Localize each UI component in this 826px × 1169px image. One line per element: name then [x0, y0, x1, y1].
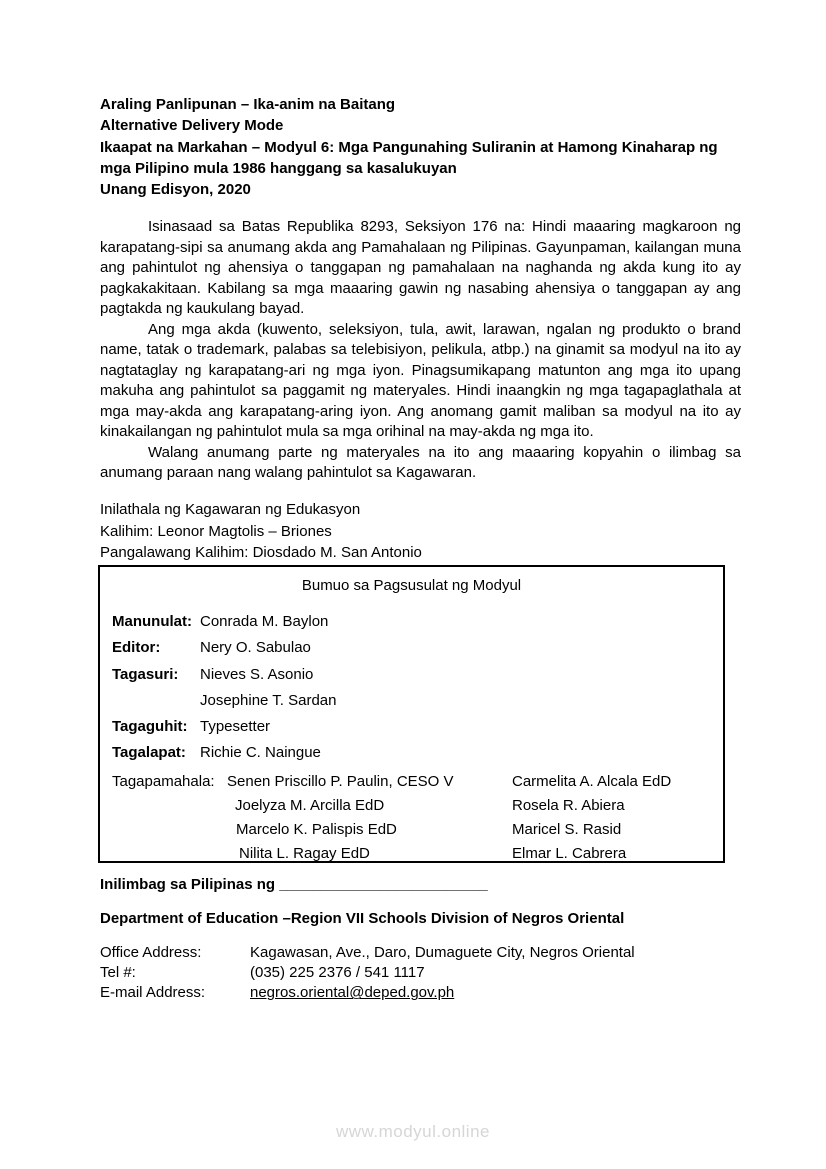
team-row-reviewer-1 — [112, 662, 711, 688]
contact-value: (035) 225 2376 / 541 1117 — [250, 964, 425, 982]
management-team-row — [112, 770, 711, 866]
secretary-line: Kalihim: Leonor Magtolis – Briones — [100, 522, 332, 540]
team-row-label — [112, 688, 200, 714]
management-name: Joelyza M. Arcilla EdD — [235, 796, 385, 814]
contact-label: E-mail Address: — [100, 984, 206, 1002]
module-edition-line: Unang Edisyon, 2020 — [100, 181, 251, 199]
email-address-link[interactable]: negros.oriental@deped.gov.ph — [250, 984, 455, 1002]
development-team-box — [98, 565, 725, 863]
team-row-value: Typesetter — [200, 718, 271, 736]
publisher-block — [100, 499, 741, 564]
team-row-value: Richie C. Naingue — [200, 744, 321, 762]
printing-label: Inilimbag sa Pilipinas ng — [100, 876, 280, 893]
management-column-2 — [512, 770, 711, 866]
team-row-label: Editor: — [112, 639, 161, 657]
management-name: Nilita L. Ragay EdD — [239, 844, 370, 862]
printing-blank-line: _________________________ — [279, 876, 488, 893]
contact-block — [100, 943, 741, 1004]
contact-row-email — [100, 983, 741, 1003]
copyright-paragraph-1: Isinasaad sa Batas Republika 8293, Seksiyon 176 na: Hindi maaaring magkaroon ng karapatang-sipi sa anumang akda ang Pamahalaan ng Pilipinas. Gayunpaman, kailangan muna ang pahintulot ng ahensiya o tanggapan ng pamahalaan na naghanda ng akda kung ito ay pagkakakitaan. Kabilang sa mga maaaring gawin ng nasabing ahensiya o tanggapan ay ang pagtakda ng kaukulang bayad. — [100, 218, 741, 317]
team-row-editor — [112, 635, 711, 661]
management-name: Rosela R. Abiera — [512, 796, 625, 814]
team-row-value: Josephine T. Sardan — [200, 691, 337, 709]
team-row-layout-artist — [112, 740, 711, 766]
team-row-label: Tagaguhit: — [112, 718, 188, 736]
team-row-value: Nieves S. Asonio — [200, 665, 314, 683]
management-name: Maricel S. Rasid — [512, 820, 622, 838]
team-row-label: Tagasuri: — [112, 665, 179, 683]
team-row-reviewer-2 — [112, 688, 711, 714]
management-label: Tagapamahala: — [112, 772, 215, 790]
management-name: Marcelo K. Palispis EdD — [236, 820, 397, 838]
module-mode-line: Alternative Delivery Mode — [100, 117, 284, 135]
division-name: Department of Education –Region VII Schools Division of Negros Oriental — [100, 910, 625, 927]
undersecretary-line: Pangalawang Kalihim: Diosdado M. San Antonio — [100, 544, 422, 562]
team-row-value: Nery O. Sabulao — [200, 639, 311, 657]
team-box-title: Bumuo sa Pagsusulat ng Modyul — [301, 577, 522, 594]
site-watermark: www.modyul.online — [335, 1122, 490, 1141]
copyright-notice — [100, 217, 741, 484]
contact-row-telephone — [100, 963, 741, 983]
team-row-illustrator — [112, 714, 711, 740]
management-name: Senen Priscillo P. Paulin, CESO V — [227, 772, 454, 790]
contact-value: Kagawasan, Ave., Daro, Dumaguete City, Negros Oriental — [250, 944, 635, 961]
contact-row-office-address — [100, 943, 741, 963]
contact-label: Tel #: — [100, 964, 136, 982]
team-row-value: Conrada M. Baylon — [200, 613, 329, 630]
team-row-label: Tagalapat: — [112, 744, 186, 762]
team-row-label: Manunulat: — [112, 613, 192, 630]
copyright-paragraph-3: Walang anumang parte ng materyales na ito ang maaaring kopyahin o ilimbag sa anumang paraan nang walang pahintulot sa Kagawaran. — [100, 443, 741, 481]
management-column-1 — [227, 770, 512, 866]
publisher-line: Inilathala ng Kagawaran ng Edukasyon — [100, 501, 361, 518]
team-rows — [112, 609, 711, 767]
management-name: Elmar L. Cabrera — [512, 844, 627, 862]
module-subject-line: Araling Panlipunan – Ika-anim na Baitang — [100, 96, 396, 113]
printing-line — [100, 875, 741, 895]
module-title-line: Ikaapat na Markahan – Modyul 6: Mga Pangunahing Suliranin at Hamong Kinaharap ng mga Pilipino mula 1986 hanggang sa kasalukuyan — [100, 138, 718, 177]
copyright-paragraph-2: Ang mga akda (kuwento, seleksiyon, tula, awit, larawan, ngalan ng produkto o brand name, tatak o trademark, palabas sa telebisiyon, pelikula, atbp.) na ginamit sa modyul na ito ay nagtataglay ng karapatang-ari ng mga iyon. Pinagsumikapang matunton ang mga ito upang makuha ang pahintulot sa paggamit ng materyales. Hindi inaangkin ng mga tagapaglathala at mga may-akda ang karapatang-aring iyon. Ang anomang gamit maliban sa modyul na ito ay kinakailangan ng pahintulot mula sa mga orihinal na may-akda ng mga ito. — [100, 320, 741, 440]
management-name: Carmelita A. Alcala EdD — [512, 772, 672, 790]
contact-label: Office Address: — [100, 944, 202, 961]
module-header — [100, 94, 741, 200]
team-row-writer — [112, 609, 711, 635]
